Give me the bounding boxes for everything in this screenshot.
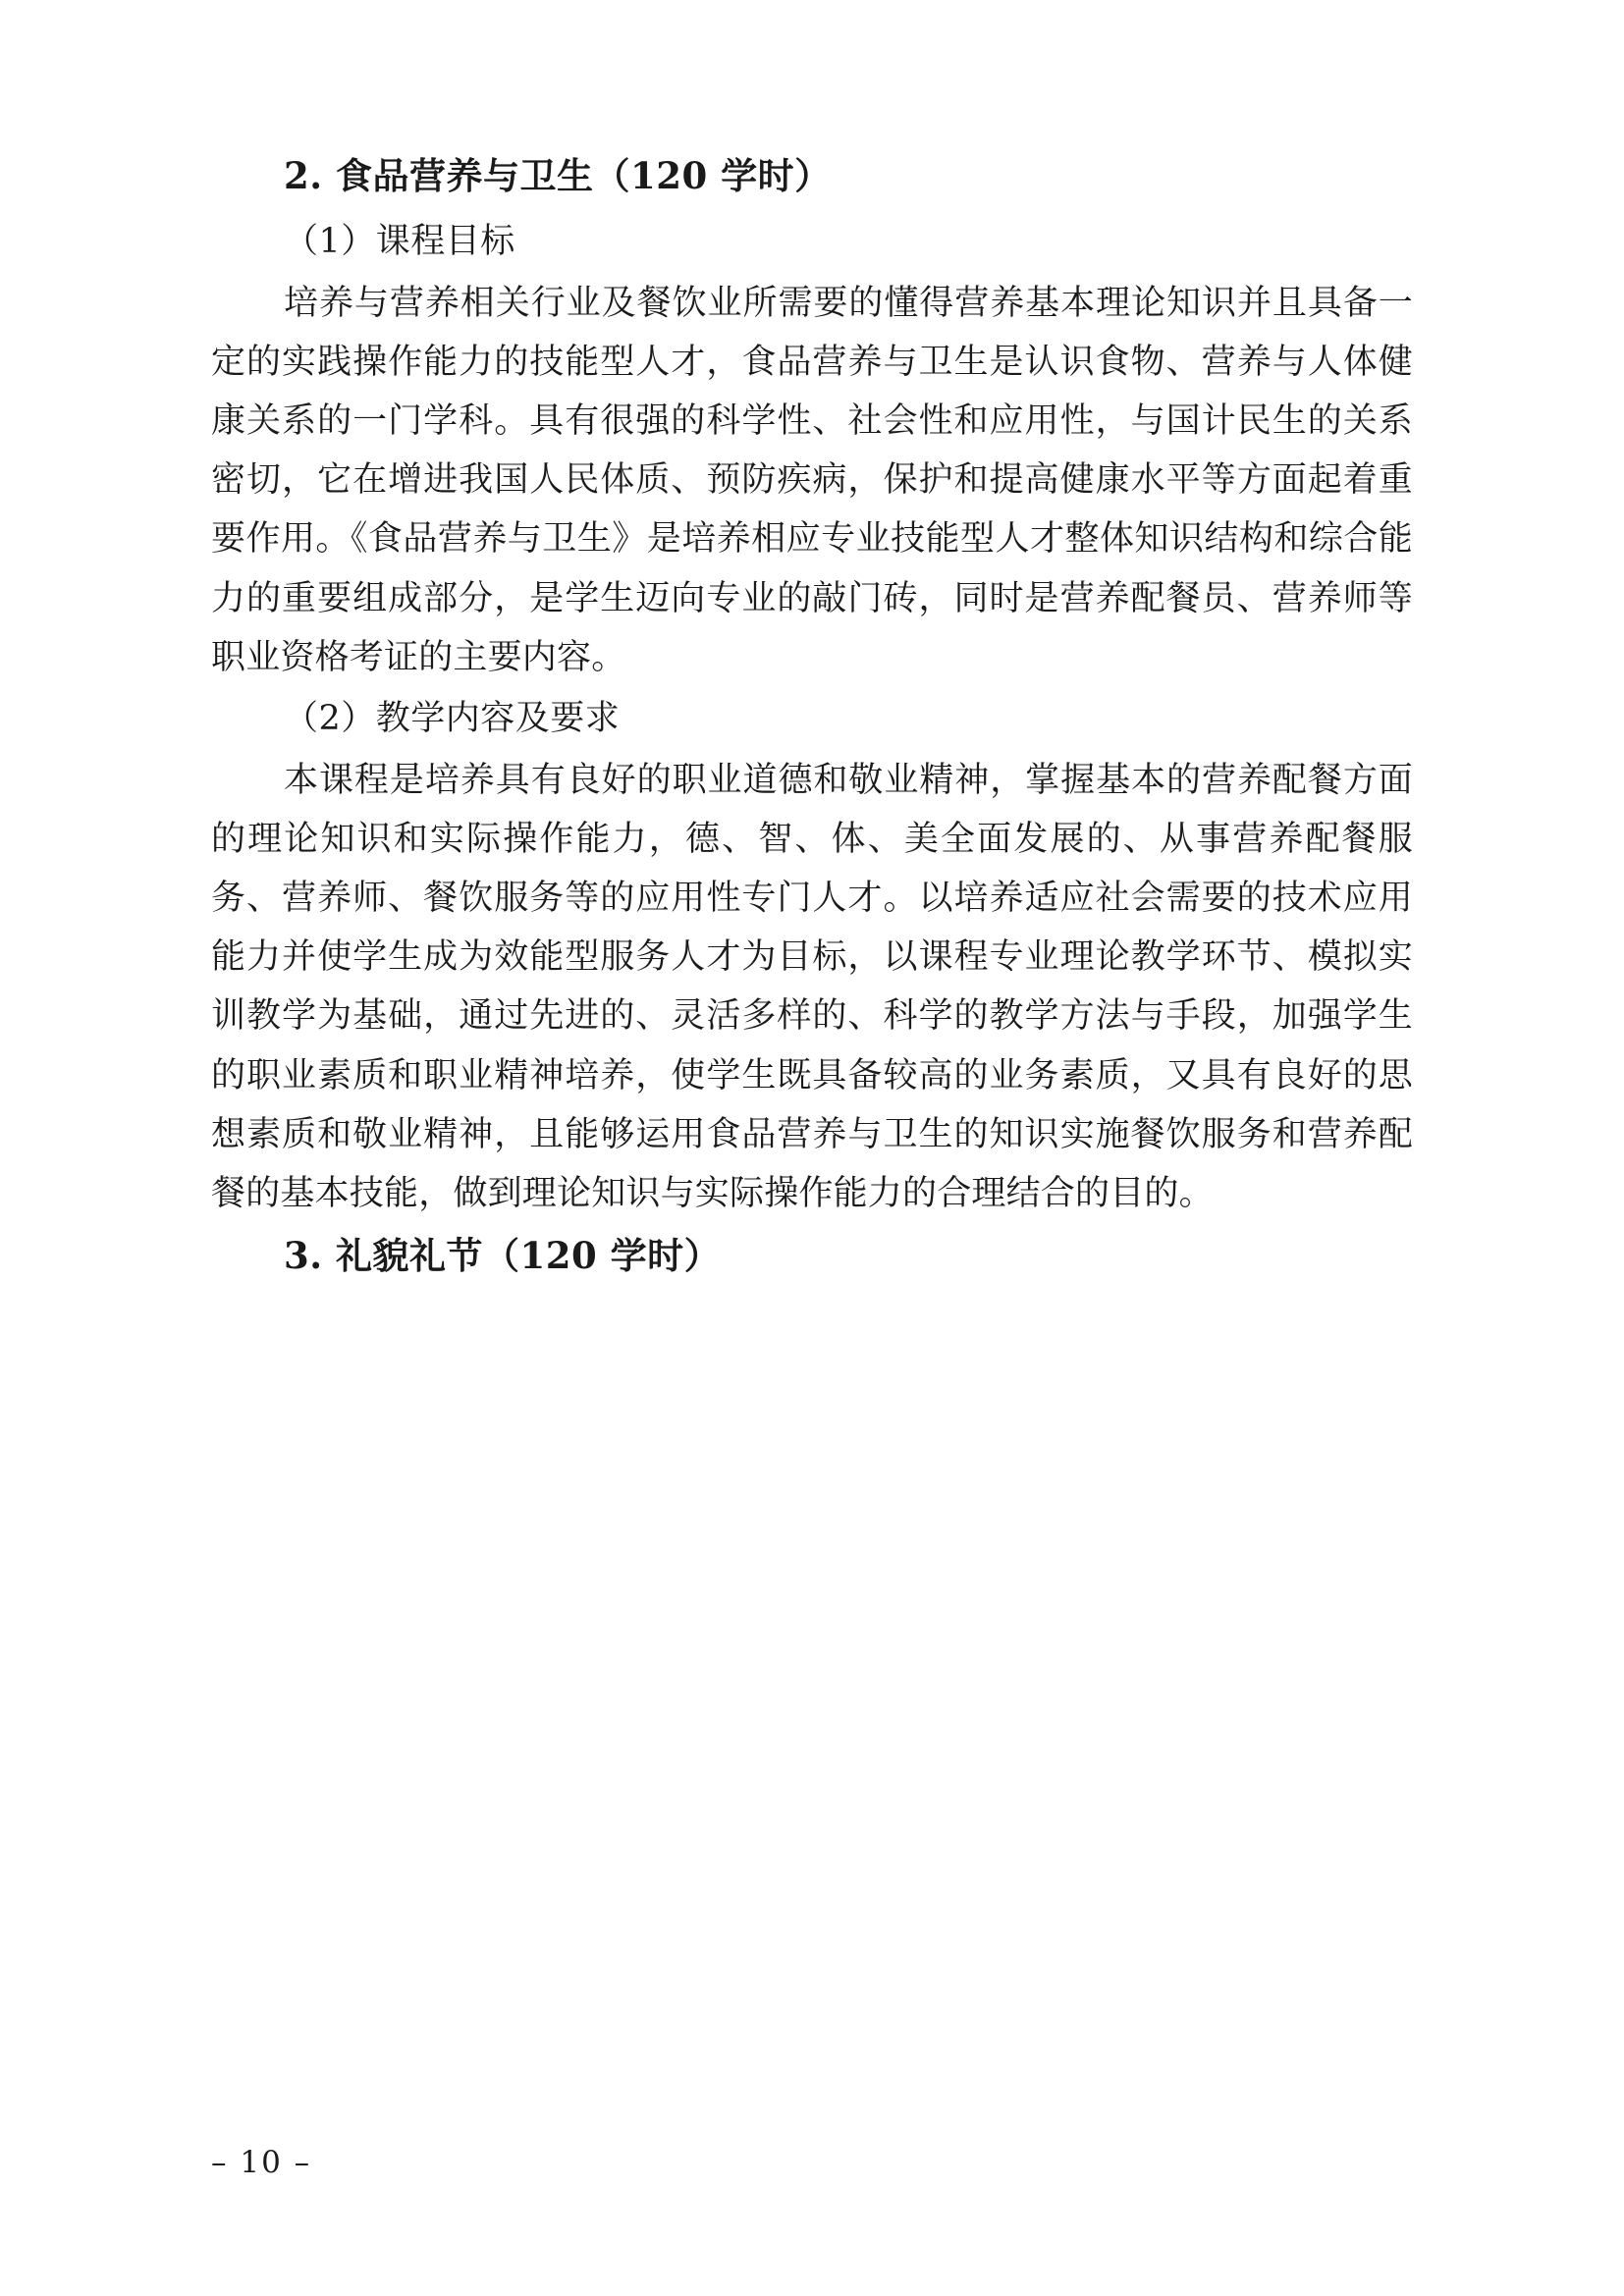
page-number: – 10 – — [211, 2145, 312, 2180]
paragraph-teaching-content: 本课程是培养具有良好的职业道德和敬业精神，掌握基本的营养配餐方面的理论知识和实际操作能力，德、智、体、美全面发展的、从事营养配餐服务、营养师、餐饮服务等的应用性专门人才。以培养适应社会需要的技术应用能力并使学生成为效能型服务人才为目标，以课程专业理论教学环节、模拟实训教学为基础，通过先进的、灵活多样的、科学的教学方法与手段，加强学生的职业素质和职业精神培养，使学生既具备较高的业务素质，又具有良好的思想素质和敬业精神，且能够运用食品营养与卫生的知识实施餐饮服务和营养配餐的基本技能，做到理论知识与实际操作能力的合理结合的目的。 — [211, 760, 1413, 1213]
document-body — [211, 147, 1413, 1286]
paragraph-course-objective: 培养与营养相关行业及餐饮业所需要的懂得营养基本理论知识并且具备一定的实践操作能力的技能型人才，食品营养与卫生是认识食物、营养与人体健康关系的一门学科。具有很强的科学性、社会性和应用性，与国计民生的关系密切，它在增进我国人民体质、预防疾病，保护和提高健康水平等方面起着重要作用。《食品营养与卫生》是培养相应专业技能型人才整体知识结构和综合能力的重要组成部分，是学生迈向专业的敲门砖，同时是营养配餐员、营养师等职业资格考证的主要内容。 — [211, 283, 1413, 677]
section-heading-3: 3. 礼貌礼节（120 学时） — [284, 1234, 722, 1278]
subsection-heading-1: （1）课程目标 — [284, 221, 515, 261]
subsection-heading-2: （2）教学内容及要求 — [284, 698, 621, 738]
section-heading-2: 2. 食品营养与卫生（120 学时） — [284, 154, 832, 197]
